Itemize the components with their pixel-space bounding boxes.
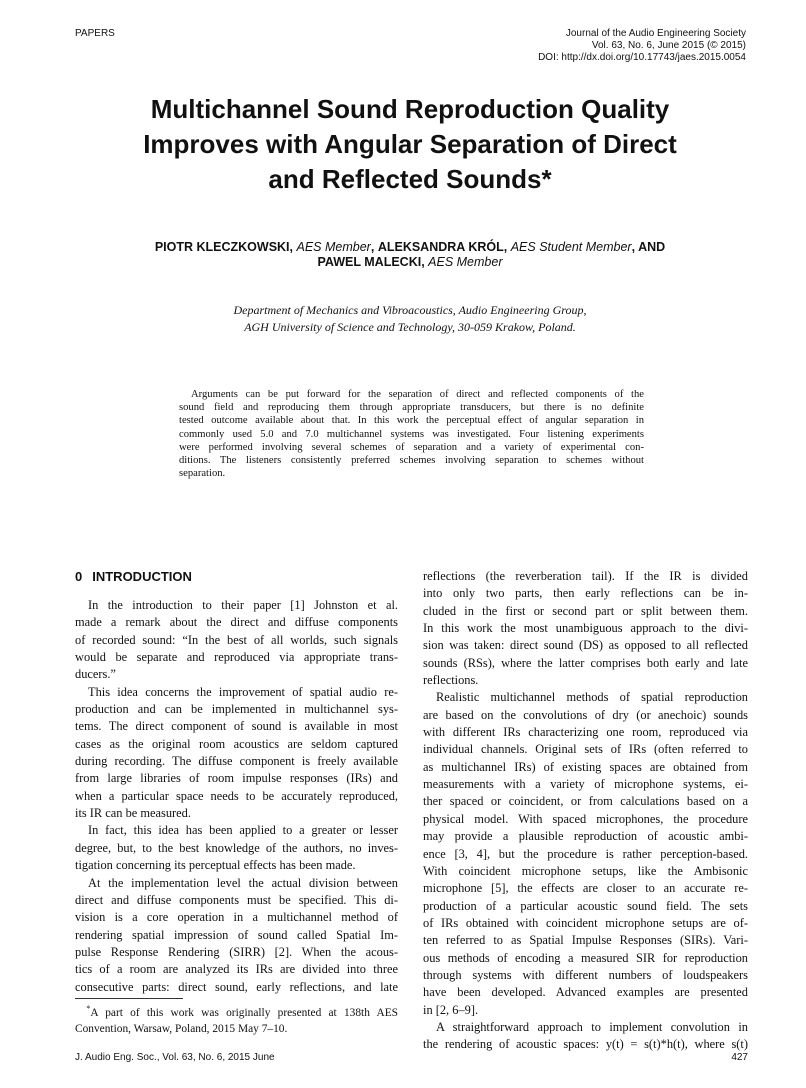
body-line: rendering spatial impression of sound called Spatial Im- bbox=[75, 927, 398, 942]
paper-title bbox=[100, 92, 720, 197]
author-1-name: PIOTR KLECZKOWSKI, bbox=[154, 240, 294, 254]
body-line: would be separate and reproduced via appropriate trans- bbox=[75, 650, 398, 665]
author-3-role: AES Member bbox=[428, 255, 503, 269]
section-title: INTRODUCTION bbox=[92, 569, 192, 584]
abstract-line: were performed involving several schemes of separation and a variety of experimental con- bbox=[179, 441, 644, 453]
journal-name: Journal of the Audio Engineering Society bbox=[565, 28, 746, 39]
title-line-2: Improves with Angular Separation of Direct bbox=[143, 129, 677, 159]
body-line: ten referred to as Spatial Impulse Responses (SIRs). Vari- bbox=[423, 933, 748, 948]
author-3-name: PAWEL MALECKI, bbox=[317, 255, 425, 269]
body-line: of IRs obtained with coincident microphone setups are of- bbox=[423, 915, 748, 930]
body-line: tems. The direct component of sound is available in most bbox=[75, 719, 398, 734]
affiliation-line-1: Department of Mechanics and Vibroacoustics, Audio Engineering Group, bbox=[233, 303, 587, 317]
body-line: consecutive parts: direct sound, early reflections, and late bbox=[75, 979, 398, 994]
body-line: measurements with a variety of microphone systems, ei- bbox=[423, 777, 748, 792]
abstract-line: commonly used 5.0 and 7.0 multichannel systems was investigated. Four listening experiments bbox=[179, 428, 644, 440]
body-line: In this work the most unambiguous approach to the divi- bbox=[423, 621, 748, 636]
abstract-line: Arguments can be put forward for the separation of direct and reflected components of the bbox=[191, 389, 644, 400]
body-line: ence [3, 4], but the procedure is rather perception-based. bbox=[423, 846, 748, 861]
body-line: production and can be implemented in multichannel sys- bbox=[75, 702, 398, 717]
body-line: production of a particular acoustic sound field. The sets bbox=[423, 898, 748, 913]
body-line: With coincident microphone setups, like the Ambisonic bbox=[423, 863, 748, 878]
body-line: are based on the convolutions of dry (or anechoic) sounds bbox=[423, 707, 748, 722]
footnote-mark: * bbox=[86, 1004, 91, 1014]
body-line: sounds (RSs), where the latter comprises both early and late bbox=[423, 655, 748, 670]
title-line-3: and Reflected Sounds* bbox=[268, 164, 552, 194]
footnote-line-2: Convention, Warsaw, Poland, 2015 May 7–10. bbox=[75, 1022, 288, 1035]
page-number: 427 bbox=[731, 1052, 748, 1063]
abstract-line: ditions. The listeners consistently preferred schemes involving separation to schemes without bbox=[179, 455, 644, 467]
author-list bbox=[100, 240, 720, 270]
right-column bbox=[423, 568, 748, 1054]
footnote-text-1: A part of this work was originally presented at 138th AES bbox=[90, 1007, 398, 1019]
body-line: physical model. With spaced microphones, the procedure bbox=[423, 811, 748, 826]
body-line: tics of a room are analyzed its IRs are divided into three bbox=[75, 962, 398, 977]
body-line: A straightforward approach to implement convolution in bbox=[436, 1019, 748, 1034]
footer-citation: J. Audio Eng. Soc., Vol. 63, No. 6, 2015 June bbox=[75, 1052, 275, 1063]
body-line: vision is a core operation in a multichannel method of bbox=[75, 910, 398, 925]
journal-volume: Vol. 63, No. 6, June 2015 (© 2015) bbox=[591, 40, 746, 51]
author-separator: , bbox=[370, 240, 375, 254]
body-line: ther spaced or coincident, or from calculations based on a bbox=[423, 794, 748, 809]
abstract-line: tested outcome available about that. In this work the perceptual effect of angular separation in bbox=[179, 415, 644, 427]
body-line: cluded in the first or second part or split between them. bbox=[423, 603, 748, 618]
body-line: In fact, this idea has been applied to a greater or lesser bbox=[88, 823, 398, 838]
author-2-role: AES Student Member bbox=[510, 240, 632, 254]
abstract bbox=[179, 388, 644, 480]
body-line: microphone [5], the effects are closer to an accurate re- bbox=[423, 881, 748, 896]
body-line: reflections. bbox=[423, 673, 479, 688]
body-line: degree, but, to the best knowledge of the authors, no inves- bbox=[75, 840, 398, 855]
body-line: This idea concerns the improvement of spatial audio re- bbox=[88, 684, 398, 699]
author-1-role: AES Member bbox=[296, 240, 371, 254]
body-line: pulse Response Rendering (SIRR) [2]. When the acous- bbox=[75, 944, 398, 959]
body-line: reflections (the reverberation tail). If the IR is divided bbox=[423, 569, 748, 583]
section-number: 0 bbox=[75, 569, 83, 584]
body-line: have been developed. Advanced examples are presented bbox=[423, 985, 748, 1000]
body-line: Realistic multichannel methods of spatial reproduction bbox=[436, 690, 748, 705]
body-line: ous methods of encoding a measured SIR for reproduction bbox=[423, 950, 748, 965]
section-heading bbox=[75, 568, 398, 586]
body-line: in [2, 6–9]. bbox=[423, 1002, 479, 1017]
body-line: sion was taken: direct sound (DS) as opposed to all reflected bbox=[423, 638, 748, 653]
body-line: the rendering of acoustic spaces: y(t) = s(t)*h(t), where s(t) bbox=[423, 1037, 748, 1052]
body-line: individual channels. Original sets of IRs (often referred to bbox=[423, 742, 748, 757]
affiliation bbox=[140, 302, 680, 336]
journal-info bbox=[446, 28, 746, 64]
body-line: tigation concerning its perceptual effects has been made. bbox=[75, 858, 356, 873]
body-line: from large libraries of room impulse responses (IRs) and bbox=[75, 771, 398, 786]
body-line: with different IRs characterizing one room, reproduced via bbox=[423, 725, 748, 740]
abstract-line: sound field and reproducing them through appropriate transducers, but there is no definite bbox=[179, 402, 644, 414]
left-column bbox=[75, 568, 398, 996]
body-line: during recording. The diffuse component is freely available bbox=[75, 754, 398, 769]
abstract-line: separation. bbox=[179, 468, 226, 480]
affiliation-line-2: AGH University of Science and Technology, 30-059 Krakow, Poland. bbox=[244, 320, 576, 334]
author-separator-and: , AND bbox=[631, 240, 666, 254]
footnote bbox=[75, 1006, 398, 1037]
body-line: In the introduction to their paper [1] Johnston et al. bbox=[88, 598, 398, 612]
body-line: of recorded sound: “In the best of all worlds, such signals bbox=[75, 632, 398, 647]
body-line: into only two parts, then early reflections can be in- bbox=[423, 586, 748, 601]
body-line: ducers.” bbox=[75, 667, 116, 682]
author-2-name: ALEKSANDRA KRÓL, bbox=[377, 240, 508, 254]
footnote-rule bbox=[75, 998, 183, 999]
title-line-1: Multichannel Sound Reproduction Quality bbox=[150, 94, 670, 124]
body-line: its IR can be measured. bbox=[75, 806, 191, 821]
body-line: may provide a plausible reproduction of acoustic ambi- bbox=[423, 829, 748, 844]
body-line: as multichannel IRs) of existing spaces are obtained from bbox=[423, 759, 748, 774]
body-line: cases as the original room acoustics are seldom captured bbox=[75, 736, 398, 751]
doi-link[interactable]: DOI: http://dx.doi.org/10.17743/jaes.2015.0054 bbox=[538, 52, 746, 63]
footnote-line-1 bbox=[75, 1006, 398, 1022]
body-line: At the implementation level the actual division between bbox=[88, 875, 398, 890]
body-line: made a remark about the direct and diffuse components bbox=[75, 615, 398, 630]
section-label: PAPERS bbox=[75, 28, 115, 39]
body-line: through systems with different numbers of loudspeakers bbox=[423, 967, 748, 982]
body-line: direct and diffuse components must be specified. This di- bbox=[75, 892, 398, 907]
body-line: when a particular space needs to be accurately reproduced, bbox=[75, 788, 398, 803]
